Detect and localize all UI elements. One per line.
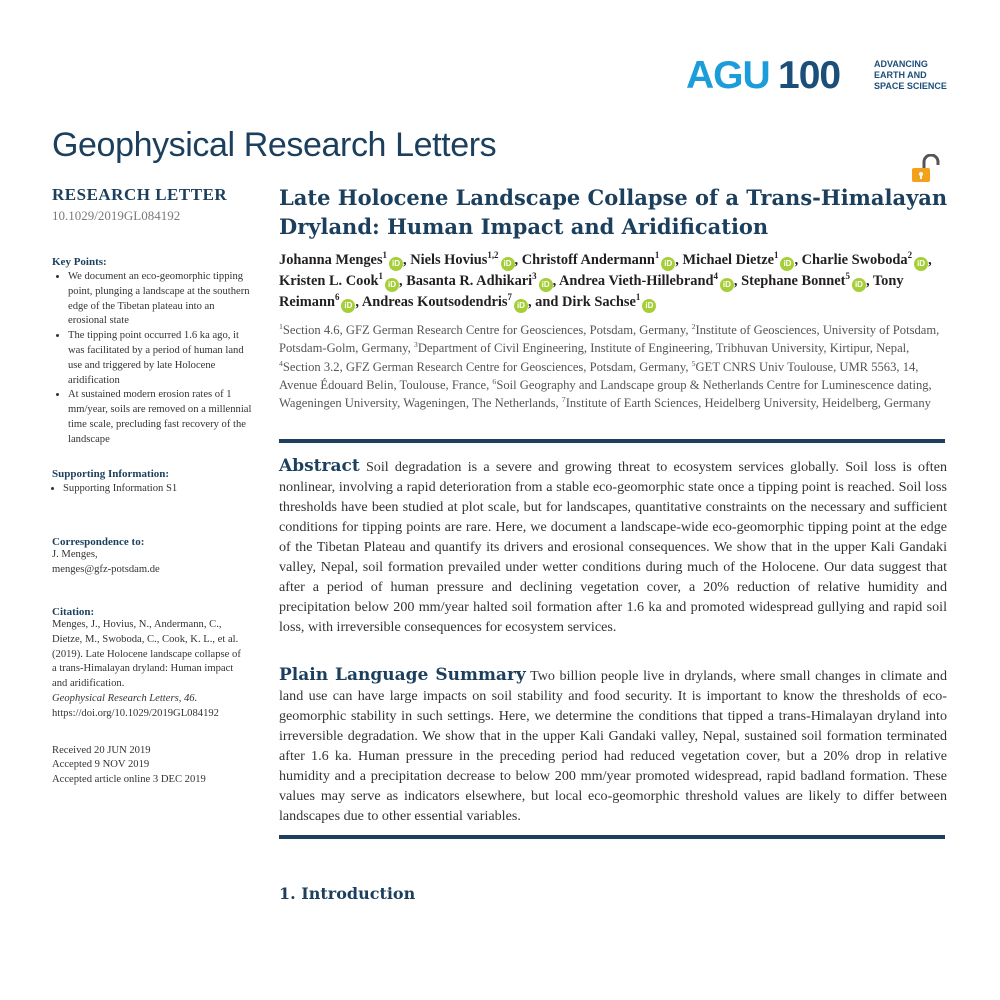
author-separator: ,	[355, 294, 362, 310]
citation-journal: Geophysical Research Letters, 46.	[52, 692, 198, 704]
author-separator: ,	[928, 252, 932, 268]
journal-title: Geophysical Research Letters	[52, 126, 497, 164]
accepted-date: Accepted 9 NOV 2019	[52, 759, 150, 771]
open-access-lock-icon[interactable]	[910, 154, 944, 184]
agu-tagline-line-1: ADVANCING	[874, 59, 928, 69]
plain-language-section	[279, 665, 947, 826]
author-name: Niels Hovius	[410, 252, 488, 268]
orcid-icon[interactable]: iD	[514, 299, 528, 313]
author-affiliation-number: 1	[635, 292, 641, 303]
author-affiliation-number: 2	[907, 250, 913, 261]
affiliation-text: Section 3.2, GFZ German Research Centre for Geosciences, Potsdam, Germany,	[282, 359, 692, 374]
author-list	[279, 250, 959, 313]
author-affiliation-number: 3	[532, 271, 537, 282]
citation-section	[52, 606, 252, 722]
agu-tagline-line-3: SPACE SCIENCE	[874, 81, 947, 91]
accepted-online-date: Accepted article online 3 DEC 2019	[52, 774, 206, 786]
author-name: Tony Reimann	[279, 273, 904, 310]
author-separator: ,	[514, 252, 522, 268]
affiliation-text: GET CNRS Univ Toulouse, UMR 5563, 14, Avenue Édouard Belin, Toulouse, France,	[279, 359, 919, 392]
key-points-list	[52, 270, 252, 448]
article-dates	[52, 744, 252, 788]
orcid-icon[interactable]: iD	[385, 278, 399, 292]
author-affiliation-number: 1	[382, 250, 387, 261]
author-name: Andrea Vieth-Hillebrand	[559, 273, 714, 289]
received-date: Received 20 JUN 2019	[52, 744, 151, 756]
author-separator: ,	[794, 252, 802, 268]
plain-language-text: Two billion people live in drylands, where small changes in climate and land use can have large impacts on soil stability and food security. It is important to know the thresholds of eco-geomorphic stability in such settings. Here, we determine the conditions that tipped a trans-Himalayan dryland into irreversible degradation. We show that in the upper Kali Gandaki valley, Nepal, sustained soil formation terminated after 1.6 ka. Human pressure in the preceding period had reduced vegetation cover, but a 20% drop in relative humidity and a precipitation decrease to below 200 mm/year promoted widespread, rapid badland formation. These values may serve as indicators elsewhere, but local eco-geomorphic threshold values are likely to differ between landscapes due to other essential variables.	[279, 668, 947, 824]
key-point-item: • At sustained modern erosion rates of 1 mm/year, soils are removed on a millennial time scale, precluding fast recovery of the landscape	[68, 388, 252, 447]
author-separator: ,	[399, 273, 407, 289]
abstract-section	[279, 456, 947, 637]
agu-tagline-line-2: EARTH AND	[874, 70, 927, 80]
article-title: Late Holocene Landscape Collapse of a Trans-Himalayan Dryland: Human Impact and Aridification	[279, 185, 948, 239]
left-sidebar	[52, 185, 252, 788]
orcid-icon[interactable]: iD	[642, 299, 656, 313]
author-affiliation-number: 4	[713, 271, 718, 282]
affiliation-number: 7	[561, 395, 566, 404]
author-affiliation-number: 7	[507, 292, 512, 303]
correspondence-name: J. Menges,	[52, 549, 98, 561]
plain-language-heading: Plain Language Summary	[279, 665, 526, 685]
author-affiliation-number: 5	[845, 271, 850, 282]
affiliation-text: Institute of Earth Sciences, Heidelberg University, Heidelberg, Germany	[565, 396, 931, 411]
author-affiliation-number: 1,2	[487, 250, 499, 261]
affiliation-text: Section 4.6, GFZ German Research Centre for Geosciences, Potsdam, Germany,	[282, 323, 692, 337]
affiliation-text: Soil Geography and Landscape group & Netherlands Centre for Luminescence dating, Wageningen University, Wageningen, The Netherlands,	[279, 377, 932, 411]
author-separator: ,	[552, 273, 560, 289]
abstract-heading: Abstract	[279, 456, 360, 476]
author-affiliation-number: 6	[334, 292, 340, 303]
affiliation-text: Department of Civil Engineering, Institute of Engineering, Tribhuvan University, Kirtipur, Nepal,	[417, 341, 910, 356]
author-separator: ,	[733, 273, 742, 289]
affiliation-number: 1	[279, 321, 283, 331]
correspondence-heading: Correspondence to:	[52, 536, 145, 549]
orcid-icon[interactable]: iD	[852, 278, 866, 292]
orcid-icon[interactable]: iD	[341, 299, 355, 313]
article-type-label: RESEARCH LETTER	[52, 185, 228, 204]
author-separator: ,	[865, 273, 873, 289]
key-points-section	[52, 256, 252, 448]
citation-heading: Citation:	[52, 605, 95, 618]
correspondence-section	[52, 536, 252, 578]
affiliation-number: 2	[691, 321, 696, 331]
author-separator: ,	[675, 252, 683, 268]
divider-rule	[279, 835, 945, 839]
affiliation-number: 6	[492, 376, 497, 386]
author-name: Johanna Menges	[279, 252, 383, 268]
author-separator: , and	[527, 294, 562, 310]
affiliations	[279, 321, 949, 412]
affiliation-text: Institute of Geosciences, University of Potsdam, Potsdam-Golm, Germany,	[279, 323, 940, 356]
citation-text: Menges, J., Hovius, N., Andermann, C., Dietze, M., Swoboda, C., Cook, K. L., et al. (2019). Late Holocene landscape collapse of a trans-Himalayan dryland: Human impact and aridification.	[52, 618, 241, 690]
agu-logo-tagline	[874, 59, 949, 92]
supporting-info-section	[52, 468, 252, 497]
agu-logo-number: 100	[778, 54, 841, 97]
author-separator: ,	[403, 252, 411, 268]
author-affiliation-number: 1	[654, 250, 660, 261]
author-affiliation-number: 1	[774, 250, 779, 261]
key-point-item: • We document an eco-geomorphic tipping point, plunging a landscape at the southern edge of the Tibetan plateau into an erosional state	[68, 270, 252, 329]
correspondence-email[interactable]: menges@gfz-potsdam.de	[52, 564, 160, 576]
key-points-heading: Key Points:	[52, 256, 107, 268]
author-name: Stephane Bonnet	[741, 273, 846, 289]
author-name: Christoff Andermann	[521, 252, 655, 268]
affiliation-number: 3	[413, 340, 418, 350]
affiliation-number: 4	[279, 358, 283, 368]
author-name: Basanta R. Adhikari	[406, 273, 533, 289]
agu-logo-word: AGU	[686, 54, 770, 97]
author-name: Charlie Swoboda	[801, 252, 908, 268]
author-name: Michael Dietze	[682, 252, 774, 268]
orcid-icon[interactable]: iD	[389, 257, 403, 271]
orcid-icon[interactable]: iD	[501, 257, 515, 271]
author-name: Kristen L. Cook	[279, 273, 379, 289]
author-name: Dirk Sachse	[561, 294, 636, 310]
article-doi[interactable]: 10.1029/2019GL084192	[52, 208, 181, 223]
abstract-text: Soil degradation is a severe and growing threat to ecosystem services globally. Soil loss is often nonlinear, involving a rapid deterioration from a stable eco-geomorphic state once a tipping point is reached. Soil loss thresholds have been studied at plot scale, but for landscapes, quantitative constraints on the necessary and sufficient conditions for tipping points are rare. Here, we document a landscape-wide eco-geomorphic tipping point at the edge of the Tibetan Plateau and quantify its drivers and erosional consequences. We show that in the upper Kali Gandaki valley, Nepal, soil formation prevailed under wetter conditions during much of the Holocene. Our data suggest that after a period of human pressure and declining vegetation cover, a 20% reduction of relative humidity and precipitation below 200 mm/year halted soil formation after 1.6 ka and promoted widespread gullying and rapid soil loss, with irreversible consequences for ecosystem services.	[279, 459, 947, 635]
citation-url[interactable]: https://doi.org/10.1029/2019GL084192	[52, 707, 219, 719]
supporting-info-heading: Supporting Information:	[52, 467, 170, 480]
section-heading-introduction: 1. Introduction	[279, 884, 416, 903]
agu100-logo	[686, 56, 946, 96]
author-affiliation-number: 1	[378, 271, 383, 282]
affiliation-number: 5	[691, 358, 696, 368]
supporting-info-list	[52, 482, 252, 497]
orcid-icon[interactable]: iD	[539, 278, 553, 292]
orcid-icon[interactable]: iD	[661, 257, 675, 271]
author-name: Andreas Koutsodendris	[361, 294, 508, 310]
orcid-icon[interactable]: iD	[720, 278, 734, 292]
orcid-icon[interactable]: iD	[780, 257, 794, 271]
supporting-info-link[interactable]: • Supporting Information S1	[63, 482, 252, 497]
divider-rule	[279, 439, 945, 443]
orcid-icon[interactable]: iD	[914, 257, 928, 271]
key-point-item: • The tipping point occurred 1.6 ka ago, it was facilitated by a period of human land use and triggered by late Holocene aridification	[68, 329, 252, 388]
